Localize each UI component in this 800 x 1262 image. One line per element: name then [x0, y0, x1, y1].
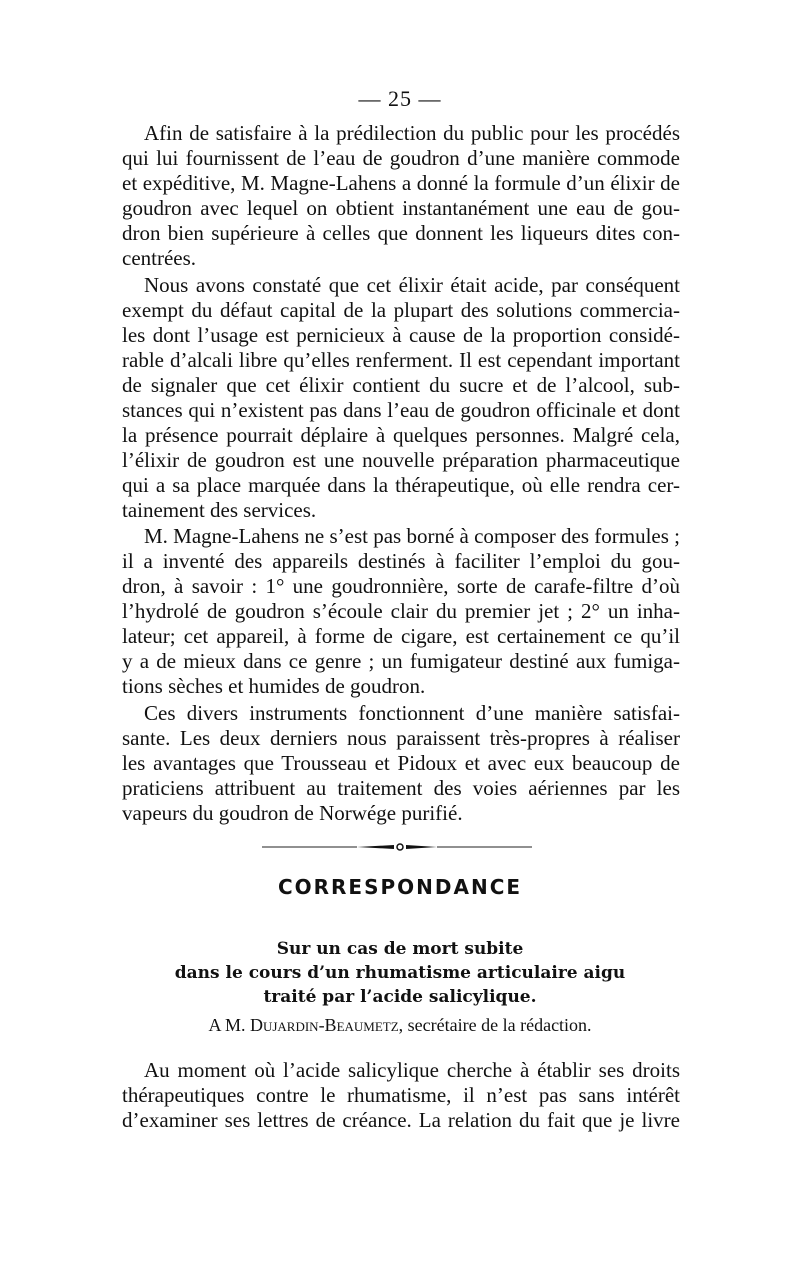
text-line: rable d’alcali libre qu’elles renferment. Il est cependant important [122, 348, 680, 372]
addressee-line [0, 1012, 800, 1038]
text-line: les dont l’usage est pernicieux à cause de la proportion considé- [122, 323, 680, 347]
text-line: dron, à savoir : 1° une goudronnière, sorte de carafe-filtre d’où [122, 574, 680, 598]
text-line: il a inventé des appareils destinés à faciliter l’emploi du gou- [122, 549, 680, 573]
addressee-role: , secrétaire de la rédaction. [398, 1015, 592, 1035]
text-line: sante. Les deux derniers nous paraissent très-propres à réaliser [122, 726, 680, 750]
text-line: M. Magne-Lahens ne s’est pas borné à composer des formules ; [144, 524, 680, 548]
text-line: y a de mieux dans ce genre ; un fumigateur destiné aux fumiga- [122, 649, 680, 673]
text-line: qui lui fournissent de l’eau de goudron d’une manière commode [122, 146, 680, 170]
text-line: les avantages que Trousseau et Pidoux et avec eux beaucoup de [122, 751, 680, 775]
text-line: et expéditive, M. Magne-Lahens a donné la formule d’un élixir de [122, 171, 680, 195]
text-line: Afin de satisfaire à la prédilection du public pour les procédés [144, 121, 680, 145]
text-line: exempt du défaut capital de la plupart des solutions commercia- [122, 298, 680, 322]
text-line: lateur; cet appareil, à forme de cigare, est certainement ce qu’il [122, 624, 680, 648]
page-number: — 25 — [358, 86, 442, 111]
letter-title-line: traité par l’acide salicylique. [263, 987, 537, 1007]
text-line: tions sèches et humides de goudron. [122, 674, 426, 698]
text-line: Ces divers instruments fonctionnent d’une manière satisfai- [144, 701, 680, 725]
text-line: thérapeutiques contre le rhumatisme, il n’est pas sans intérêt [122, 1083, 680, 1107]
text-line: tainement des services. [122, 498, 317, 522]
text-line: Au moment où l’acide salicylique cherche à établir ses droits [144, 1058, 680, 1082]
letter-title-line: dans le cours d’un rhumatisme articulaire aigu [174, 963, 626, 983]
text-line: de signaler que cet élixir contient du sucre et de l’alcool, sub- [122, 373, 680, 397]
addressee-name: Dujardin-Beaumetz [249, 1015, 399, 1035]
text-line: centrées. [122, 246, 197, 270]
text-line: l’hydrolé de goudron s’écoule clair du premier jet ; 2° un inha- [122, 599, 680, 623]
ornamental-divider [262, 843, 532, 851]
addressee-prefix: A M. [208, 1015, 246, 1035]
text-line: praticiens attribuent au traitement des voies aériennes par les [122, 776, 680, 800]
text-line: qui a sa place marquée dans la thérapeutique, où elle rendra cer- [122, 473, 680, 497]
text-line: stances qui n’existent pas dans l’eau de goudron officinale et dont [122, 398, 680, 422]
text-line: dron bien supérieure à celles que donnent les liqueurs dites con- [122, 221, 680, 245]
text-line: Nous avons constaté que cet élixir était acide, par conséquent [144, 273, 680, 297]
letter-title-line: Sur un cas de mort subite [276, 939, 524, 959]
text-line: goudron avec lequel on obtient instantanément une eau de gou- [122, 196, 680, 220]
text-line: la présence pourrait déplaire à quelques personnes. Malgré cela, [122, 423, 680, 447]
section-heading: CORRESPONDANCE [277, 875, 523, 899]
text-line: l’élixir de goudron est une nouvelle préparation pharmaceutique [122, 448, 680, 472]
text-line: vapeurs du goudron de Norwége purifié. [122, 801, 463, 825]
text-line: d’examiner ses lettres de créance. La relation du fait que je livre [122, 1108, 680, 1132]
